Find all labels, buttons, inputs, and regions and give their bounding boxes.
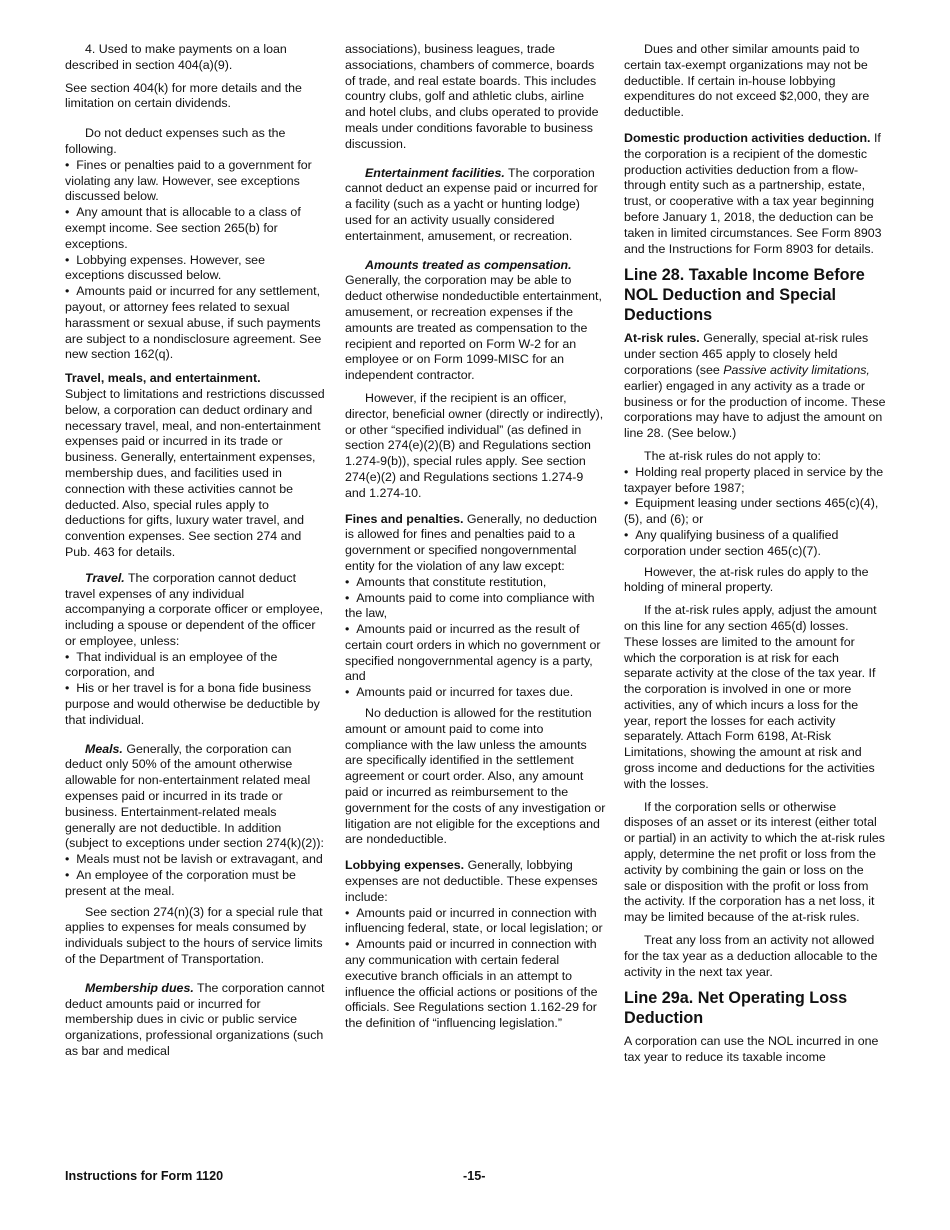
paragraph: Dues and other similar amounts paid to certain tax-exempt organizations may not be deductible. If certain in-house lobbying expenditures do not exceed $2,000, they are deductible.	[624, 42, 870, 120]
paragraph: associations), business leagues, trade associations, chambers of commerce, boards of trade, and real estate boards. This includes country clubs, golf and athletic clubs, airline and hotel clubs, and clubs operated to provide meals under conditions favorable to business discussion.	[345, 42, 599, 151]
section-heading: Travel, meals, and entertainment.	[65, 371, 261, 386]
list-item: • Any amount that is allocable to a class of exempt income. See section 265(b) for exceptions.	[65, 205, 327, 252]
list-item: • Fines or penalties paid to a government for violating any law. However, see exceptions discussed below.	[65, 158, 327, 205]
column-2	[345, 42, 607, 1032]
paragraph-text: Generally, no deduction is allowed for fines and penalties paid to a government or specified nongovernmental entity for the violation of any law except:	[345, 511, 597, 573]
paragraph: See section 274(n)(3) for a special rule that applies to expenses for meals consumed by individuals subject to the hours of service limits of the Department of Transportation.	[65, 904, 323, 967]
paragraph-text: Generally, the corporation may be able to deduct otherwise nondeductible entertainment, amusement, or recreation expenses if the amounts are treated as compensation to the recipient and reported on Form W-2 for an employee or on Form 1099-MISC for an independent contractor.	[345, 273, 602, 383]
section-heading: Fines and penalties.	[345, 511, 464, 526]
section-heading: Membership dues.	[85, 980, 194, 995]
paragraph: If the at-risk rules apply, adjust the amount on this line for any section 465(d) losses. These losses are limited to the amount for which the corporation is at risk for each separate activity at the close of the tax year. If the corporation is involved in one or more activities, any of which incurs a loss for the year, report the losses for each activity separately. Attach Form 6198, At-Risk Limitations, showing the amount at risk and gross income and deductions for the activities with the losses.	[624, 603, 877, 791]
list-item: • Lobbying expenses. However, see exceptions discussed below.	[65, 253, 327, 285]
paragraph-text: Generally, the corporation can deduct only 50% of the amount otherwise allowable for non-entertainment related meal expenses paid or incurred in its trade or business. Entertainment-related meals generally are not deductible. In addition (subject to exceptions under section 274(k)(2)):	[65, 741, 324, 851]
cross-reference: Passive activity limitations,	[723, 362, 870, 377]
section-heading: Domestic production activities deduction.	[624, 130, 871, 145]
section-meals	[65, 742, 327, 853]
paragraph: See section 404(k) for more details and the limitation on certain dividends.	[65, 80, 302, 111]
section-at-risk-rules	[624, 331, 886, 442]
heading-line-28: Line 28. Taxable Income Before NOL Deduction and Special Deductions	[624, 266, 865, 325]
heading-line-29a: Line 29a. Net Operating Loss Deduction	[624, 989, 848, 1028]
list-item: • Any qualifying business of a qualified corporation under section 465(c)(7).	[624, 528, 886, 560]
list-item: • Amounts paid or incurred as the result of certain court orders in which no government or specified nongovernmental agency is a party, and	[345, 622, 607, 685]
paragraph: A corporation can use the NOL incurred in one tax year to reduce its taxable income	[624, 1034, 879, 1065]
list-item: • That individual is an employee of the corporation, and	[65, 650, 327, 682]
paragraph: If the corporation sells or otherwise disposes of an asset or its interest (either total or partial) in an activity to which the at-risk rules apply, determine the net profit or loss from the activity by combining the gain or loss on the sale or disposition with the profit or loss from the activity. If the corporation has a net loss, it may be limited because of the at-risk rules.	[624, 799, 885, 925]
section-fines-penalties	[345, 512, 607, 575]
paragraph: The at-risk rules do not apply to:	[644, 448, 821, 463]
page-number: -15-	[463, 1169, 486, 1183]
list-item: • An employee of the corporation must be present at the meal.	[65, 868, 327, 900]
list-item: • Meals must not be lavish or extravagant, and	[65, 852, 327, 868]
list-item: • Amounts paid or incurred in connection with any communication with certain federal executive branch officials in an attempt to influence the official actions or positions of the officials. See Regulations section 1.162-29 for the definition of “influencing legislation.”	[345, 937, 607, 1032]
section-lobbying-expenses	[345, 858, 607, 905]
column-3	[624, 42, 886, 1073]
paragraph: 4. Used to make payments on a loan described in section 404(a)(9).	[65, 42, 287, 72]
section-domestic-production	[624, 131, 886, 257]
paragraph-text: If the corporation is a recipient of the domestic production activities deduction from a flow-through entity such as a partnership, estate, trust, or cooperative with a tax year beginning before January 1, 2018, the deduction can be taken in limited circumstances. See Form 8903 and the Instructions for Form 8903 for details.	[624, 130, 882, 256]
section-travel-meals	[65, 371, 327, 561]
section-entertainment-facilities	[345, 166, 607, 245]
paragraph-text: Generally, special at-risk rules under section 465 apply to closely held corporations (see	[624, 331, 869, 377]
section-heading: At-risk rules.	[624, 331, 700, 346]
paragraph-text: Subject to limitations and restrictions discussed below, a corporation can deduct ordinary and necessary travel, meal, and non-entertainment expenses paid or incurred in its trade or business. Generally, entertainment expenses, membership dues, and facilities used in connection with these activities cannot be deducted. Also, special rules apply to deductions for gifts, luxury water travel, and convention expenses. See section 274 and Pub. 463 for details.	[65, 386, 325, 559]
paragraph: Do not deduct expenses such as the following.	[65, 126, 286, 156]
section-heading: Meals.	[85, 741, 123, 756]
list-item: • Amounts paid or incurred for taxes due.	[345, 685, 607, 701]
paragraph: However, the at-risk rules do apply to the holding of mineral property.	[624, 564, 869, 595]
paragraph-text: The corporation cannot deduct amounts paid or incurred for membership dues in civic or public service organizations, professional organizations (such as bar and medical	[65, 980, 325, 1059]
section-travel	[65, 571, 327, 650]
paragraph-text: The corporation cannot deduct travel expenses of any individual accompanying a corporate officer or employee, including a spouse or dependent of the officer or employee, unless:	[65, 570, 324, 648]
paragraph-text: Generally, lobbying expenses are not deductible. These expenses include:	[345, 858, 598, 904]
section-heading: Lobbying expenses.	[345, 858, 465, 873]
list-item: • Equipment leasing under sections 465(c)(4), (5), and (6); or	[624, 496, 886, 528]
footer-form-title: Instructions for Form 1120	[65, 1169, 224, 1183]
paragraph: Treat any loss from an activity not allowed for the tax year as a deduction allocable to the activity in the next tax year.	[624, 933, 878, 979]
list-item: • Amounts paid to come into compliance with the law,	[345, 591, 607, 623]
list-item: • Holding real property placed in service by the taxpayer before 1987;	[624, 465, 886, 497]
list-item: • Amounts paid or incurred for any settlement, payout, or attorney fees related to sexual harassment or sexual abuse, if such payments are subject to a nondisclosure agreement. See new section 162(q).	[65, 284, 327, 363]
section-heading: Travel.	[85, 570, 125, 585]
section-membership-dues	[65, 981, 327, 1060]
section-heading: Entertainment facilities.	[365, 165, 505, 180]
paragraph-text: The corporation cannot deduct an expense paid or incurred for a facility (such as a yacht or hunting lodge) used for an activity usually considered entertainment, amusement, or recreation.	[345, 165, 598, 243]
section-amounts-compensation	[345, 258, 607, 384]
paragraph: However, if the recipient is an officer, director, beneficial owner (directly or indirectly), or other “specified individual” (as defined in section 274(e)(2)(B) and Regulations section 1.274-9(b)), special rules apply. See section 274(e)(2) and Regulations sections 1.274-9 and 1.274-10.	[345, 390, 604, 500]
paragraph: No deduction is allowed for the restitution amount or amount paid to come into compliance with the law unless the amounts are specifically identified in the settlement agreement or court order. Also, any amount paid or incurred as reimbursement to the government for the costs of any investigation or litigation are not eligible for the exceptions and are nondeductible.	[345, 706, 606, 847]
paragraph-text: earlier) engaged in any activity as a trade or business or for the production of income. These corporations may have to adjust the amount on line 28. (See below.)	[624, 378, 886, 441]
section-heading: Amounts treated as compensation.	[365, 257, 572, 272]
list-item: • Amounts paid or incurred in connection with influencing federal, state, or local legislation; or	[345, 906, 607, 938]
column-1	[65, 42, 327, 1067]
list-item: • His or her travel is for a bona fide business purpose and would otherwise be deductible by that individual.	[65, 681, 327, 728]
list-item: • Amounts that constitute restitution,	[345, 575, 607, 591]
